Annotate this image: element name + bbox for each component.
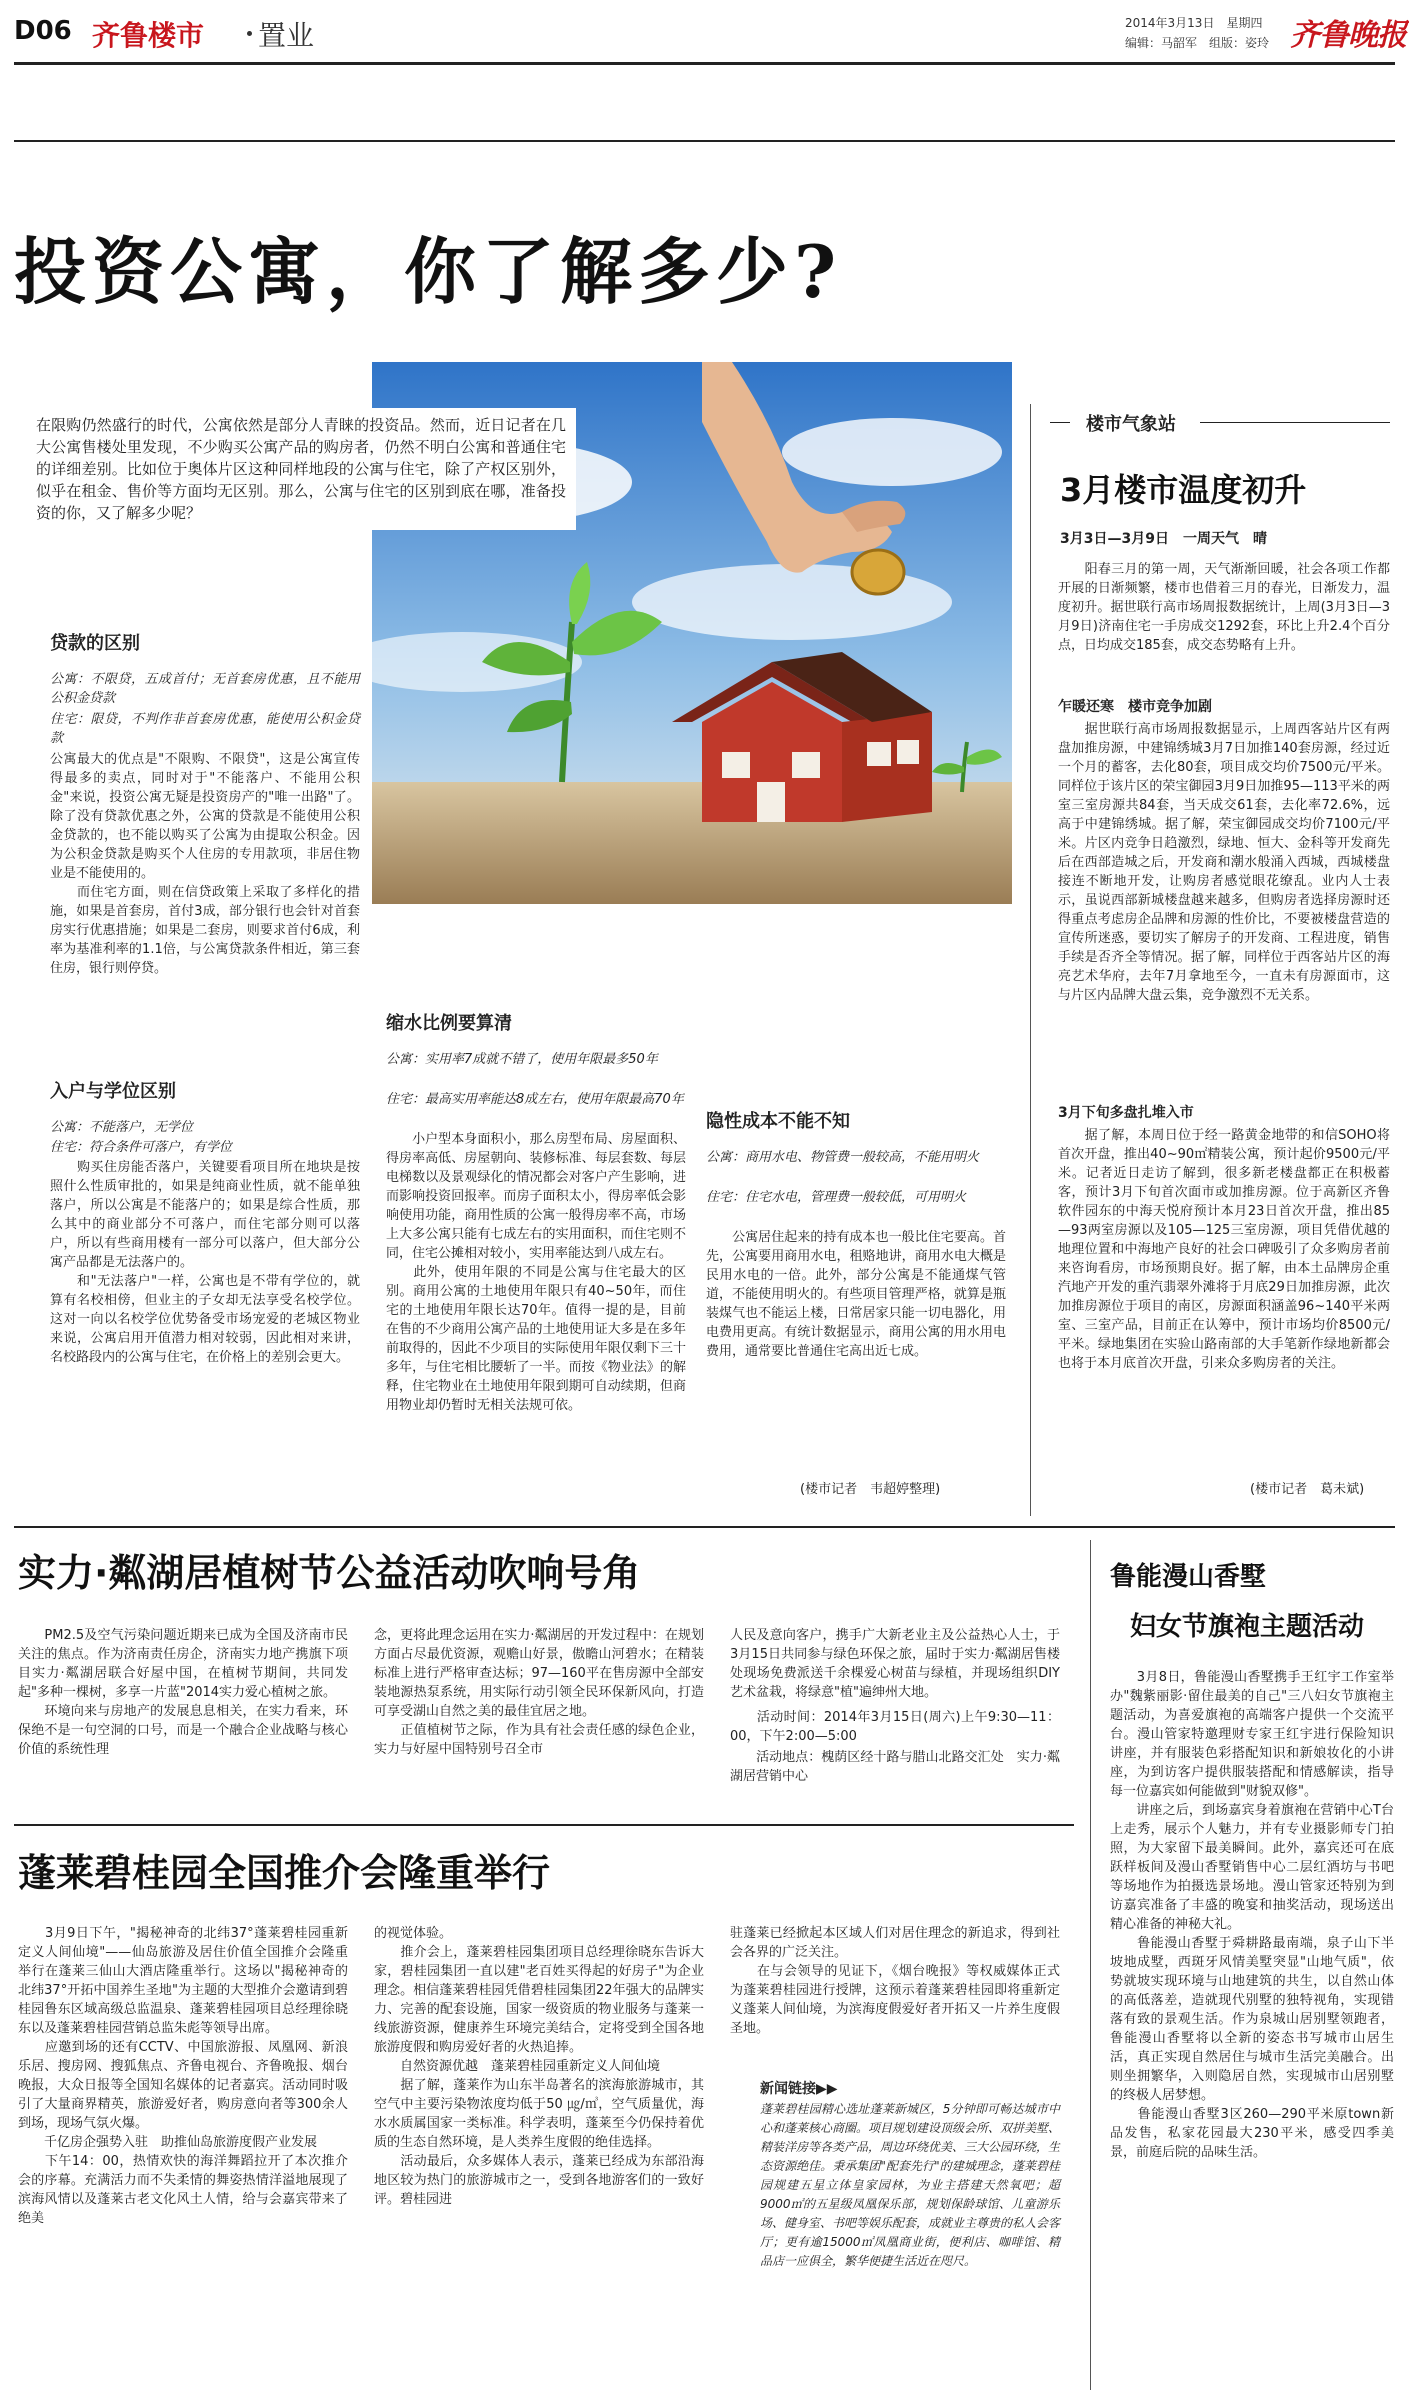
penglai-col-2: 的视觉体验。 推介会上，蓬莱碧桂园集团项目总经理徐晓东告诉大家，碧桂园集团一直以建"老百姓买得起的好房子"为企业理念。相信蓬莱碧桂园凭借碧桂园集团22年强大的品牌实力、完善的配套设施，国家一级资质的物业服务与蓬莱一线旅游资源，健康养生环境完美结合，定将受到全国各地旅游度假和购房爱好者的火热追捧。 自然资源优越 蓬莱碧桂园重新定义人间仙境 据了解，蓬莱作为山东半岛著名的滨海旅游城市，其空气中主要污染物浓度均低于50 ㎍/㎥，空气质量优，海水水质属国家一类标准。科学表明，蓬莱至今仍保持着优质的生态自然环境，是人类养生度假的绝佳选择。 活动最后，众多媒体人表示，蓬莱已经成为东部沿海地区较为热门的旅游城市之一，受到各地游客们的一致好评。碧桂园进 <box>374 1926 704 2207</box>
cost-body: 公寓居住起来的持有成本也一般比住宅要高。首先，公寓要用商用水电，租赂地讲，商用水电大概是民用水电的一倍。此外，部分公寓是不能通煤气管道，不能使用明火的。有些项目管理严格，就算是瓶装煤气也不能运上楼，日常居家只能一切电器化，用电费用更高。有统计数据显示，商用公寓的用水用电费用，通常要比普通住宅高出近七成。 <box>706 1230 1006 1359</box>
ratio-apartment-summary: 公寓：实用率7成就不错了，使用年限最多50年 <box>386 1052 658 1067</box>
weather-tag-rule <box>1050 422 1070 423</box>
weather-paragraph-2: 据世联行高市场周报数据显示，上周西客站片区有两盘加推房源，中建锦绣城3月7日加推140套房源，经过近一个月的蓄客，去化80套，项目成交均价7500元/平米。同样位于该片区的荣宝御园3月9日加推95—113平米的两室三室房源共84套，当天成交61套，去化率72.6%，远高于中建锦绣城。据了解，荣宝御园成交均价7100元/平米。片区内竞争日趋激烈，绿地、恒大、金科等开发商先后在西部造城之后，开发商和潮水般涌入西城，西城楼盘接连不断地开发，让购房者感觉眼花缭乱。业内人士表示，虽说西部新城楼盘越来越多，但购房者选择房源时还得重点考虑房企品牌和房源的性价比，不要被楼盘营造的宣传所迷惑，要切实了解房子的开发商、工程进度，销售手续是否齐全等情况。据了解，同样位于西客站片区的海亮艺术华府，去年7月拿地至今，一直未有房源面市，这与片区内品牌大盘云集，竞争激烈不无关系。 <box>1058 722 1390 1003</box>
news-link-label: 新闻链接▶▶ <box>760 2081 838 2097</box>
page-number: D06 <box>14 16 72 46</box>
school-residence-summary: 住宅：符合条件可落户，有学位 <box>50 1140 233 1155</box>
subhead-shrink-ratio: 缩水比例要算清 <box>386 1013 512 1034</box>
penglai-col-3: 驻蓬莱已经掀起本区域人们对居住理念的新追求，得到社会各界的广泛关注。 在与会领导的见证下，《烟台晚报》等权威媒体正式为蓬莱碧桂园进行授牌，这预示着蓬莱碧桂园即将重新定义蓬莱人间仙境，为滨海度假爱好者开拓又一片养生度假圣地。 <box>730 1926 1060 2036</box>
luneng-body: 3月8日，鲁能漫山香墅携手王红宇工作室举办"魏紫丽影·留住最美的自己"三八妇女节旗袍主题活动，为喜爱旗袍的高端客户提供一个交流平台。漫山管家特邀理财专家王红宇进行保险知识讲座，并有服装色彩搭配知识和新娘妆化的小讲座，为到访客户提供服装搭配和情感解读，指导每一位嘉宾如何能做到"财貌双修"。 讲座之后，到场嘉宾身着旗袍在营销中心T台上走秀，展示个人魅力，并有专业摄影师专门拍照，为大家留下最美瞬间。此外，嘉宾还可在底跃样板间及漫山香墅销售中心二层红酒坊与书吧等场地作为拍摄选景场地。漫山管家还特别为到访嘉宾准备了丰盛的晚宴和抽奖活动，现场送出精心准备的神秘大礼。 鲁能漫山香墅于舜耕路最南端，泉子山下半坡地成墅，西斑牙风情美墅突显"山地气质"，依势就坡实现环境与山地建筑的共生，以自然山体的高低落差，造就现代别墅的独特视角，实现错落有致的景观生活。作为泉城山居别墅领跑者，鲁能漫山香墅将以全新的姿态书写城市山居生活，真正实现自然居住与城市生活完美融合。出则坐拥繁华，入则隐居自然，实现城市山居别墅的终极人居梦想。 鲁能漫山香墅3区260—290平米原town新品发售，私家花园最大230平米，感受四季美景，前庭后院的品味生活。 <box>1110 1670 1394 2160</box>
section-divider-1 <box>14 1526 1395 1528</box>
subhead-loan-difference: 贷款的区别 <box>50 633 140 654</box>
tree-planting-col-1: PM2.5及空气污染问题近期来已成为全国及济南市民关注的焦点。作为济南责任房企，济南实力地产携旗下项目实力·粼湖居联合好屋中国，在植树节期间，共同发起"多种一棵树，多享一片蓝"2014实力爱心植树之旅。 环境向来与房地产的发展息息相关，在实力看来，环保绝不是一句空洞的口号，而是一个融合企业战略与核心价值的系统性理 <box>18 1628 348 1757</box>
cost-residence-summary: 住宅：住宅水电，管理费一般较低，可用明火 <box>706 1190 967 1205</box>
weather-sidebar-border <box>1030 404 1031 1516</box>
subsection-title: 置业 <box>258 19 315 52</box>
weather-week: 3月3日—3月9日 一周天气 晴 <box>1060 531 1267 547</box>
article-intro: 在限购仍然盛行的时代，公寓依然是部分人青睐的投资品。然而，近日记者在几大公寓售楼处里发现，不少购买公寓产品的购房者，仍然不明白公寓和普通住宅的详细差别。比如位于奥体片区这种同样地段的公寓与住宅，除了产权区别外，似乎在租金、售价等方面均无区别。那么，公寓与住宅的区别到底在哪，准备投资的你，又了解多少呢？ <box>26 408 576 530</box>
loan-body: 公寓最大的优点是"不限购、不限贷"，这是公寓宣传得最多的卖点，同时对于"不能落户、不能用公积金"来说，投资公寓无疑是投资房产的"唯一出路"了。除了没有贷款优惠之外，公寓的贷款是不能使用公积金贷款的，也不能以购买了公寓为由提取公积金。因为公积金贷款是购买个人住房的专用款项，非居住物业是不能使用的。 而住宅方面，则在信贷政策上采取了多样化的措施，如果是首套房，首付3成，部分银行也会针对首套房实行优惠措施；如果是二套房，则要求首付6成，利率为基准利率的1.1倍，与公寓贷款条件相近，第三套住房，银行则停贷。 <box>50 752 360 976</box>
article4-border <box>1090 1540 1091 2390</box>
school-body: 购买住房能否落户，关键要看项目所在地块是按照什么性质审批的，如果是纯商业性质，就不能单独落户，所以公寓是不能落户的；如果是综合性质，那么其中的商业部分不可落户，而住宅部分则可以落户，所以有些商用楼有一部分可以落户，但大部分公寓产品都是无法落户的。 和"无法落户"一样，公寓也是不带有学位的，就算有名校相傍，但业主的子女却无法享受名校学位。这对一向以名校学位优势备受市场宠爱的老城区物业来说，公寓启用开值潜力相对较弱，因此相对来讲，名校路段内的公寓与住宅，在价格上的差别会更大。 <box>50 1160 360 1365</box>
news-link-body: 蓬莱碧桂园精心选址蓬莱新城区，5分钟即可畅达城市中心和蓬莱核心商圈。项目规划建设顶级会所、双拼美墅、精装洋房等各类产品，周边环绕优美、三大公园环绕，生态资源绝佳。秉承集团"配套先行"的建城理念，蓬莱碧桂园规建五星立体皇家园林，为业主搭建天然氧吧；超9000㎡的五星级凤凰保乐部，规划保龄球馆、儿童游乐场、健身室、书吧等娱乐配套，成就业主尊贵的私人会客厅；更有逾15000㎡凤凰商业街，便利店、咖啡馆、精品店一应俱全，繁华便捷生活近在咫尺。 <box>760 2102 1061 2268</box>
headline-tree-planting: 实力·粼湖居植树节公益活动吹响号角 <box>18 1551 641 1595</box>
article1-byline: (楼市记者 韦超婷整理) <box>800 1482 941 1497</box>
section-separator <box>247 31 252 36</box>
loan-residence-summary: 住宅：限贷，不判作非首套房优惠，能使用公积金贷款 <box>50 712 360 746</box>
weather-subhead-competition: 乍暖还寒 楼市竞争加剧 <box>1058 699 1212 715</box>
weather-subhead-new-projects: 3月下旬多盘扎堆入市 <box>1058 1105 1194 1121</box>
newspaper-logo: 齐鲁晚报 <box>1290 18 1406 53</box>
penglai-col-1: 3月9日下午，"揭秘神奇的北纬37°蓬莱碧桂园重新定义人间仙境"——仙岛旅游及居住价值全国推介会隆重举行在蓬莱三仙山大酒店隆重举行。这场以"揭秘神奇的北纬37°开拓中国养生圣地"为主题的大型推介会邀请到碧桂园鲁东区域高级总监温泉、蓬莱碧桂园项目总经理徐晓东以及蓬莱碧桂园营销总监朱彪等领导出席。 应邀到场的还有CCTV、中国旅游报、凤凰网、新浪乐居、搜房网、搜狐焦点、齐鲁电视台、齐鲁晚报、烟台晚报，大众日报等全国知名媒体的记者嘉宾。活动同时吸引了大量商界精英，旅游爱好者，购房意向者等300余人到场，现场气氛火爆。 千亿房企强势入驻 助推仙岛旅游度假产业发展 下午14：00，热情欢快的海洋舞蹈拉开了本次推介会的序幕。充满活力而不失柔情的舞姿热情洋溢地展现了滨海风情以及蓬莱古老文化风土人情，给与会嘉宾带来了绝美 <box>18 1926 348 2226</box>
masthead-rule <box>14 62 1395 65</box>
weather-paragraph-1: 阳春三月的第一周，天气渐渐回暖，社会各项工作都开展的日渐频繁，楼市也借着三月的春光，日渐发力，温度初升。据世联行高市场周报数据统计，上周(3月3日—3月9日)济南住宅一手房成交1292套，环比上升2.4个百分点，日均成交185套，成交态势略有上升。 <box>1058 562 1390 653</box>
headline-investment-apartments: 投资公寓，你了解多少? <box>14 229 843 314</box>
tree-planting-time: 活动时间：2014年3月15日(周六)上午9:30—11：00，下午2:00—5:00 <box>730 1710 1060 1744</box>
tree-planting-place: 活动地点：槐荫区经十路与腊山北路交汇处 实力·粼湖居营销中心 <box>730 1750 1060 1784</box>
section-title: 齐鲁楼市 <box>92 19 205 52</box>
school-apartment-summary: 公寓：不能落户，无学位 <box>50 1120 194 1135</box>
weather-paragraph-3: 据了解，本周日位于经一路黄金地带的和信SOHO将首次开盘，推出40~90㎡精装公寓，预计起价9500元/平米。记者近日走访了解到，很多新老楼盘都正在积极蓄客，预计3月下旬首次面市或加推房源。位于高新区齐鲁软件园东的中海天悦府预计本月23日首次开盘，推出85—93两室房源以及105—125三室房源，项目凭借优越的地理位置和中海地产良好的社会口碑吸引了众多购房者前来咨询看房，市场预期良好。据了解，由本土品牌房企重汽地产开发的重汽翡翠外滩将于月底29日加推房源，此次加推房源位于项目的南区，房源面积涵盖96~140平米两室、三室产品，目前正在认筹中，预计市场均价8500元/平米。绿地集团在实验山路南部的大手笔新作绿地新都会也将于本月底首次开盘，引来众多购房者的关注。 <box>1058 1128 1390 1371</box>
editor-credits: 编辑：马韶军 组版：姿玲 <box>1125 36 1270 50</box>
weather-title: 3月楼市温度初升 <box>1060 471 1307 509</box>
headline-penglai-country-garden: 蓬莱碧桂园全国推介会隆重举行 <box>18 1851 551 1895</box>
weather-tag-rule-2 <box>1200 422 1390 423</box>
ratio-residence-summary: 住宅：最高实用率能达8成左右，使用年限最高70年 <box>386 1092 684 1107</box>
tree-planting-col-3: 人民及意向客户，携手广大新老业主及公益热心人士，于3月15日共同参与绿色环保之旅，届时于实力·粼湖居售楼处现场免费派送千余棵爱心树苗与绿植，并现场组织DIY艺术盆栽，将绿意"植"遍绅州大地。 <box>730 1628 1060 1700</box>
ratio-body: 小户型本身面积小，那么房型布局、房屋面积、得房率高低、房屋朝向、装修标准、每层套数、每层电梯数以及景观绿化的情况都会对客户产生影响，进而影响投资回报率。而房子面积太小，得房率低会影响使用功能，商用性质的公寓一般得房率不高，市场上大多公寓只能有七成左右的实用面积，而住宅则不同，住宅公摊相对较小，实用率能达到八成左右。 此外，使用年限的不同是公寓与住宅最大的区别。商用公寓的土地使用年限只有40~50年，而住宅的土地使用年限长达70年。值得一提的是，目前在售的不少商用公寓产品的土地使用证大多是在多年前取得的，因此不少项目的实际使用年限仅剩下三十多年，与住宅相比腰斩了一半。而按《物业法》的解释，住宅物业在土地使用年限到期可自动续期，但商用物业却仍暂时无相关法规可依。 <box>386 1132 686 1413</box>
section-divider-2 <box>14 1824 1074 1826</box>
headline-womens-day: 妇女节旗袍主题活动 <box>1130 1612 1365 1642</box>
cost-apartment-summary: 公寓：商用水电、物管费一般较高，不能用明火 <box>706 1150 980 1165</box>
issue-date: 2014年3月13日 星期四 <box>1125 16 1263 30</box>
weather-tag: 楼市气象站 <box>1078 410 1184 436</box>
top-rule <box>14 140 1395 142</box>
subhead-hidden-cost: 隐性成本不能不知 <box>706 1111 850 1132</box>
headline-luneng-villa: 鲁能漫山香墅 <box>1110 1562 1267 1592</box>
tree-planting-col-2: 念，更将此理念运用在实力·粼湖居的开发过程中：在规划方面占尽最优资源，观赡山好景，傲瞻山河碧水；在精装标准上进行严格审查达标；97—160平在售房源中全部安装地源热泵系统，用实际行动引领全民环保新风向，打造可享受湖山自然之美的最佳宜居之地。 正值植树节之际，作为具有社会责任感的绿色企业，实力与好屋中国特别号召全市 <box>374 1628 704 1757</box>
subhead-hukou-school: 入户与学位区别 <box>50 1081 176 1102</box>
loan-apartment-summary: 公寓：不限贷，五成首付；无首套房优惠，且不能用公积金贷款 <box>50 672 360 706</box>
weather-byline: (楼市记者 葛未斌) <box>1250 1482 1365 1497</box>
